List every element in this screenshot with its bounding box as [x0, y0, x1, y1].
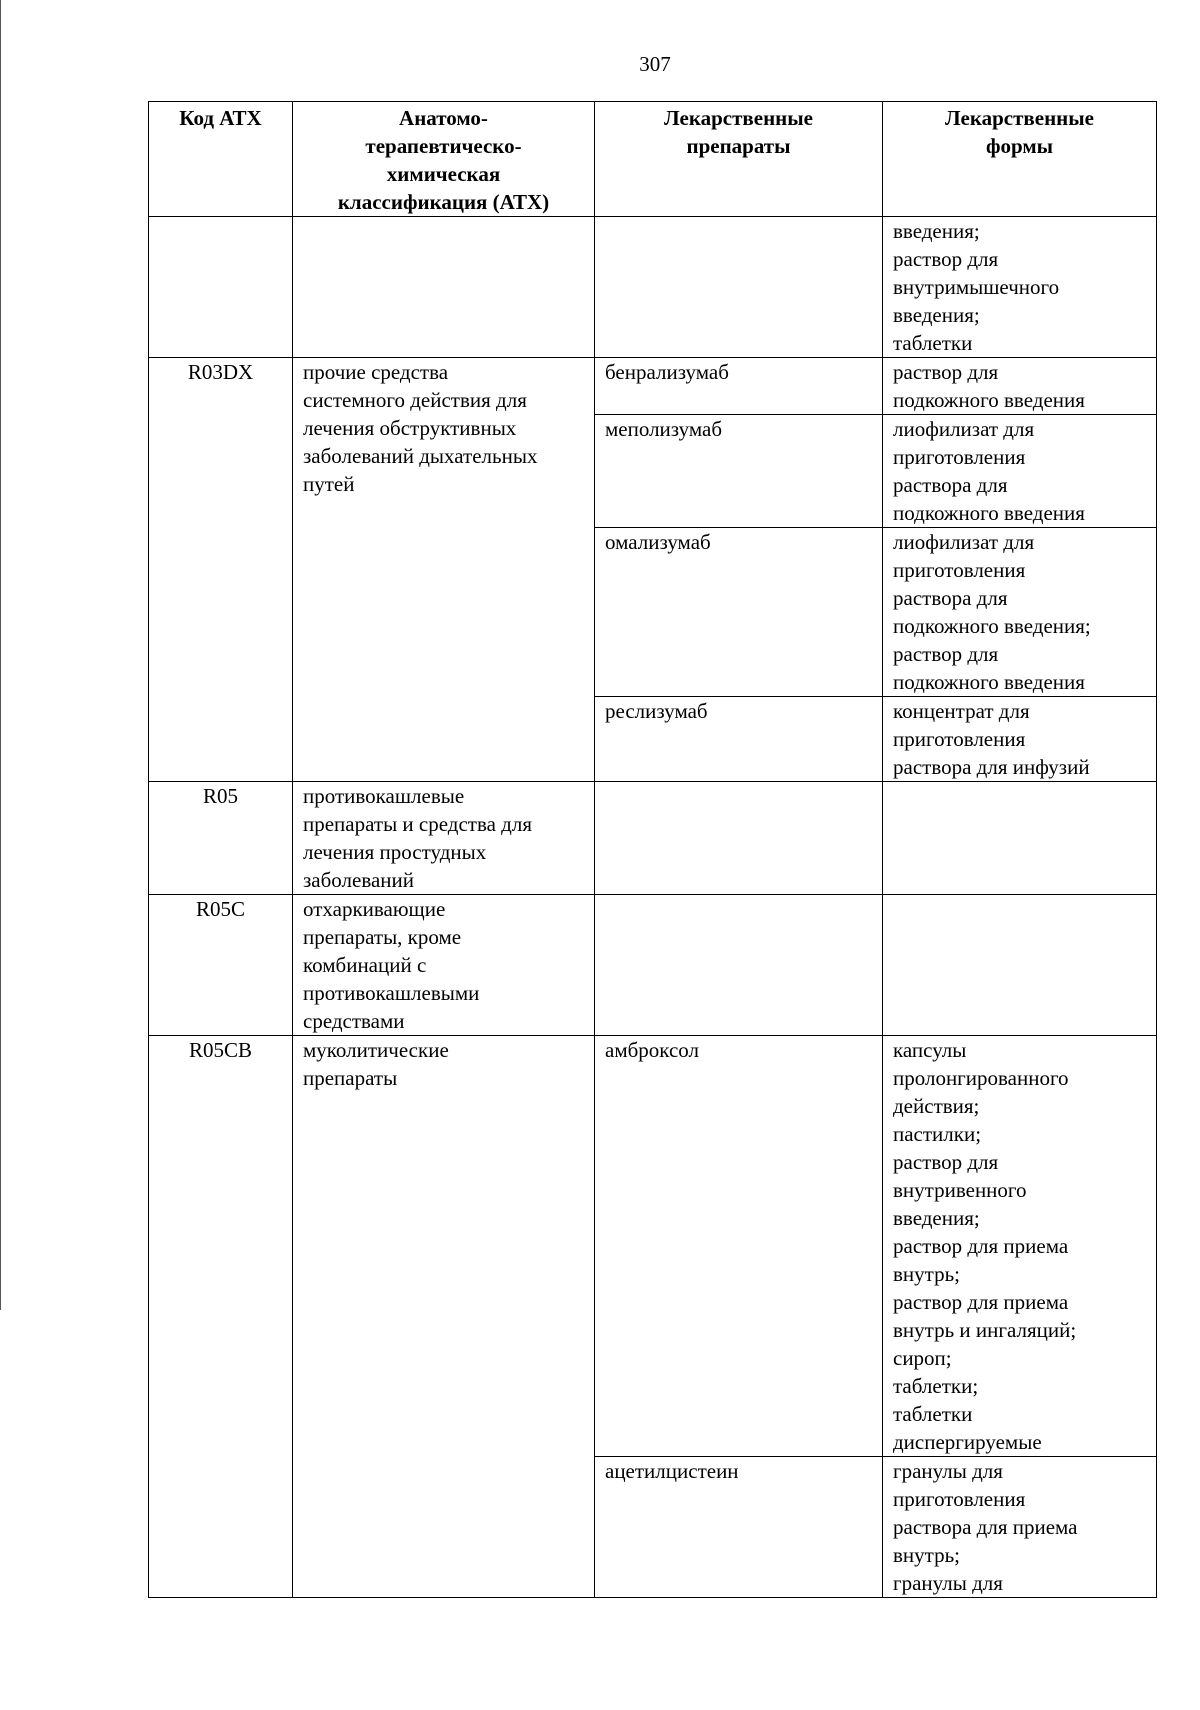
- atx-classification-cell: отхаркивающие препараты, кроме комбинаций с противокашлевыми средствами: [293, 895, 595, 1036]
- header-dosage-forms: Лекарственные формы: [883, 102, 1157, 217]
- medicine-name-cell: бенрализумаб: [595, 358, 883, 415]
- atx-code-cell: R05: [149, 782, 293, 895]
- table-row: [149, 895, 1157, 1036]
- atx-classification-cell: муколитические препараты: [293, 1036, 595, 1598]
- medicine-name-cell: [595, 895, 883, 1036]
- dosage-forms-cell: капсулы пролонгированного действия; пастилки; раствор для внутривенного введения; раствор для приема внутрь; раствор для приема внутрь и ингаляций; сироп; таблетки; таблетки диспергируемые: [883, 1036, 1157, 1457]
- table-row: [149, 1036, 1157, 1457]
- medicine-name-cell: [595, 217, 883, 358]
- atx-classification-cell: прочие средства системного действия для лечения обструктивных заболеваний дыхательных путей: [293, 358, 595, 782]
- medicine-name-cell: омализумаб: [595, 528, 883, 697]
- medicine-name-cell: меполизумаб: [595, 415, 883, 528]
- atx-code-cell: R05C: [149, 895, 293, 1036]
- dosage-forms-cell: концентрат для приготовления раствора для инфузий: [883, 697, 1157, 782]
- header-atx-code: Код АТХ: [149, 102, 293, 217]
- header-atx-classification: Анатомо- терапевтическо- химическая классификация (АТХ): [293, 102, 595, 217]
- header-medicines: Лекарственные препараты: [595, 102, 883, 217]
- dosage-forms-cell: [883, 782, 1157, 895]
- table-row: [149, 217, 1157, 358]
- table-header: [149, 102, 1157, 217]
- medicine-name-cell: [595, 782, 883, 895]
- medicine-name-cell: амброксол: [595, 1036, 883, 1457]
- atx-drug-table: [148, 101, 1157, 1598]
- atx-code-cell: R05CB: [149, 1036, 293, 1598]
- page-number: 307: [639, 52, 671, 76]
- table-row: [149, 358, 1157, 415]
- atx-code-cell: [149, 217, 293, 358]
- dosage-forms-cell: [883, 895, 1157, 1036]
- scan-edge-line: [0, 0, 1, 1310]
- dosage-forms-cell: раствор для подкожного введения: [883, 358, 1157, 415]
- atx-classification-cell: противокашлевые препараты и средства для лечения простудных заболеваний: [293, 782, 595, 895]
- table-body: [149, 217, 1157, 1598]
- atx-classification-cell: [293, 217, 595, 358]
- dosage-forms-cell: лиофилизат для приготовления раствора для подкожного введения; раствор для подкожного введения: [883, 528, 1157, 697]
- table-row: [149, 782, 1157, 895]
- dosage-forms-cell: введения; раствор для внутримышечного введения; таблетки: [883, 217, 1157, 358]
- dosage-forms-cell: лиофилизат для приготовления раствора для подкожного введения: [883, 415, 1157, 528]
- atx-code-cell: R03DX: [149, 358, 293, 782]
- medicine-name-cell: реслизумаб: [595, 697, 883, 782]
- medicine-name-cell: ацетилцистеин: [595, 1457, 883, 1598]
- dosage-forms-cell: гранулы для приготовления раствора для приема внутрь; гранулы для: [883, 1457, 1157, 1598]
